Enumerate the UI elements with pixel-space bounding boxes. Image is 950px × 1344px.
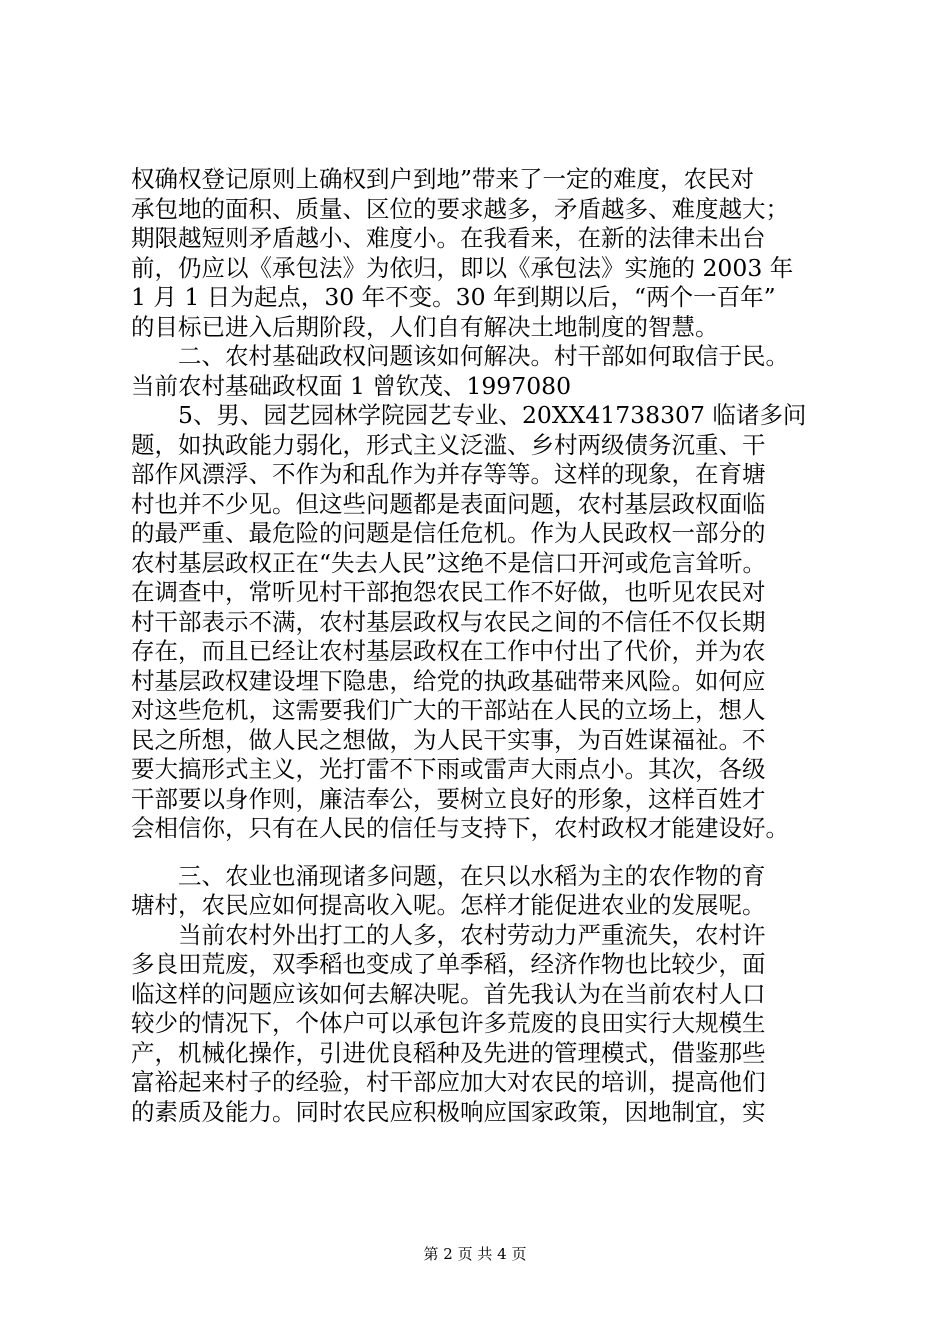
text-line: 临这样的问题应该如何去解决呢。首先我认为在当前农村人口 <box>131 979 766 1008</box>
text-line: 农村基层政权正在“失去人民”这绝不是信口开河或危言耸听。 <box>131 548 767 577</box>
text-line: 期限越短则矛盾越小、难度小。在我看来，在新的法律未出台 <box>131 224 766 252</box>
text-line: 富裕起来村子的经验，村干部应加大对农民的培训，提高他们 <box>131 1068 766 1096</box>
text-line: 部作风漂浮、不作为和乱作为并存等等。这样的现象，在育塘 <box>131 460 766 488</box>
text-line: 塘村，农民应如何提高收入呢。怎样才能促进农业的发展呢。 <box>131 891 766 919</box>
text-line: 民之所想，做人民之想做，为人民干实事，为百姓谋福祉。不 <box>131 725 766 754</box>
text-line: 存在，而且已经让农村基层政权在工作中付出了代价，并为农 <box>131 637 766 665</box>
text-line: 权确权登记原则上确权到户到地”带来了一定的难度，农民对 <box>131 165 755 193</box>
text-line: 前，仍应以《承包法》为依归，即以《承包法》实施的 2003 年 <box>131 253 794 282</box>
document-body <box>131 165 851 1127</box>
text-line: 要大搞形式主义，光打雷不下雨或雷声大雨点小。其次，各级 <box>131 755 766 783</box>
text-line: 多良田荒废，双季稻也变成了单季稻，经济作物也比较少，面 <box>131 950 766 978</box>
text-line: 村基层政权建设埋下隐患，给党的执政基础带来风险。如何应 <box>131 666 766 695</box>
text-line: 承包地的面积、质量、区位的要求越多，矛盾越多、难度越大； <box>131 194 789 223</box>
text-line: 的最严重、最危险的问题是信任危机。作为人民政权一部分的 <box>131 519 766 547</box>
text-line: 较少的情况下，个体户可以承包许多荒废的良田实行大规模生 <box>131 1009 766 1037</box>
text-line: 对这些危机，这需要我们广大的干部站在人民的立场上，想人 <box>131 696 766 724</box>
text-line: 1 月 1 日为起点，30 年不变。30 年到期以后，“两个一百年” <box>131 283 776 311</box>
text-line: 会相信你，只有在人民的信任与支持下，农村政权才能建设好。 <box>131 814 789 842</box>
text-line: 题，如执政能力弱化，形式主义泛滥、乡村两级债务沉重、干 <box>131 430 766 459</box>
text-line: 的素质及能力。同时农民应积极响应国家政策，因地制宜，实 <box>131 1097 766 1126</box>
text-line: 的目标已进入后期阶段，人们自有解决土地制度的智慧。 <box>131 312 719 341</box>
text-line: 二、农村基础政权问题该如何解决。村干部如何取信于民。 <box>131 342 789 370</box>
paragraph-gap <box>131 844 851 862</box>
text-line: 三、农业也涌现诸多问题，在只以水稻为主的农作物的育 <box>131 861 766 890</box>
text-line: 5、男、园艺园林学院园艺专业、20XX41738307 临诸多问 <box>131 401 807 429</box>
text-line: 当前农村外出打工的人多，农村劳动力严重流失，农村许 <box>131 920 766 949</box>
text-line: 当前农村基础政权面 1 曾钦茂、1997080 <box>131 371 572 400</box>
text-line: 村也并不少见。但这些问题都是表面问题，农村基层政权面临 <box>131 489 766 518</box>
page-footer: 第 2 页 共 4 页 <box>423 1245 527 1263</box>
text-line: 在调查中，常听见村干部抱怨农民工作不好做，也听见农民对 <box>131 578 766 606</box>
text-line: 村干部表示不满，农村基层政权与农民之间的不信任不仅长期 <box>131 607 766 636</box>
text-line: 干部要以身作则，廉洁奉公，要树立良好的形象，这样百姓才 <box>131 784 766 813</box>
text-line: 产，机械化操作，引进优良稻种及先进的管理模式，借鉴那些 <box>131 1038 766 1067</box>
